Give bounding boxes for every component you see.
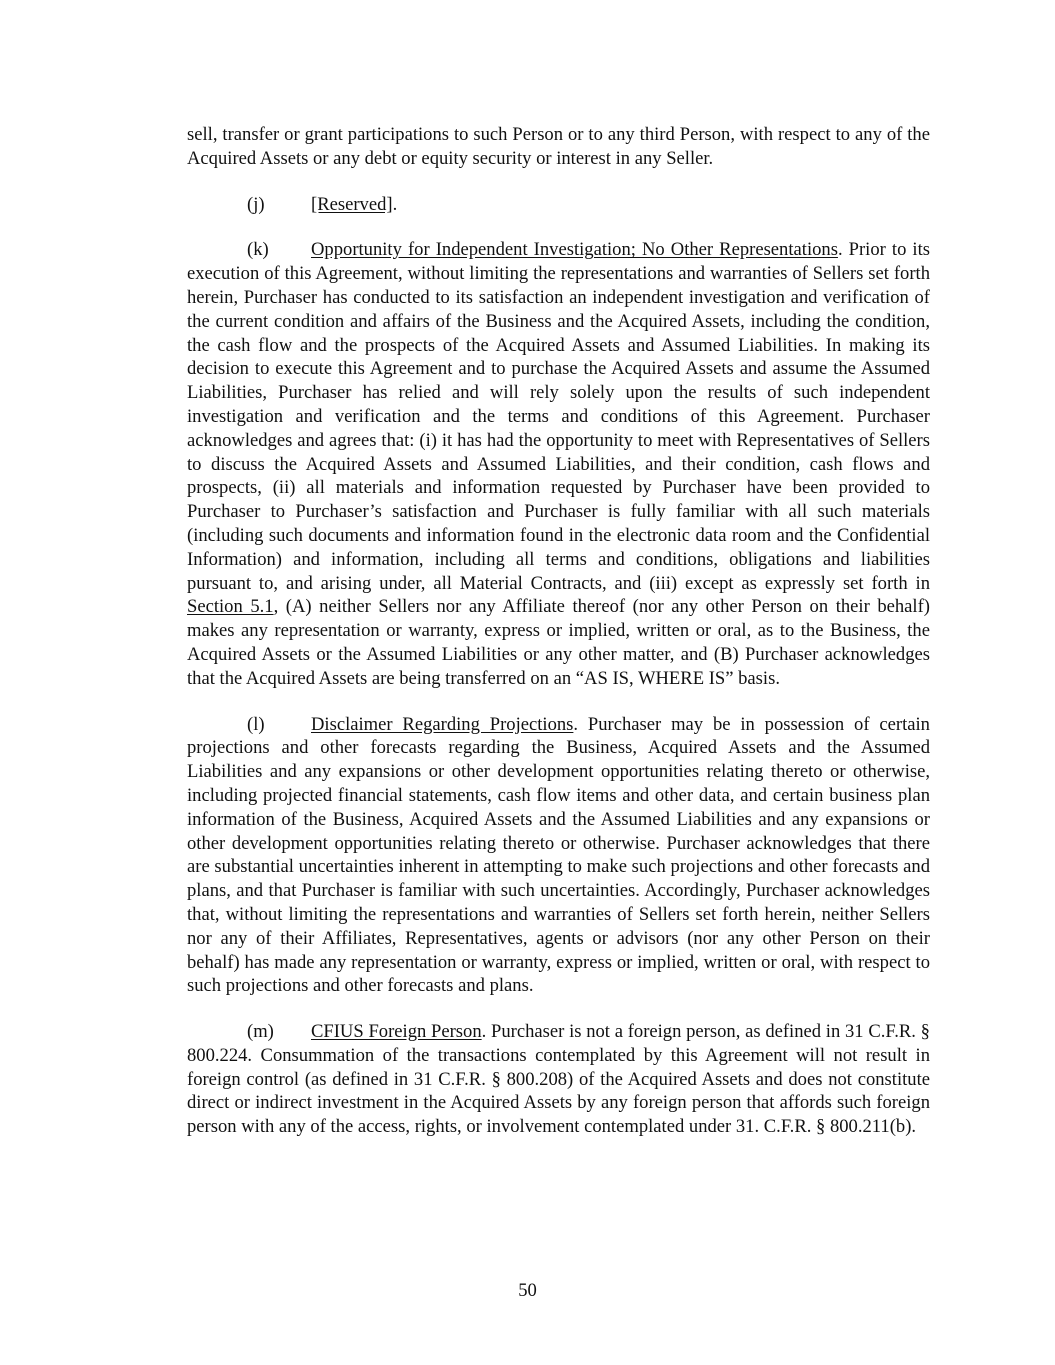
section-k-label: (k) (247, 239, 269, 261)
section-j-period: . (392, 193, 398, 215)
section-j-label: (j) (247, 193, 265, 215)
section-m-label: (m) (247, 1021, 274, 1043)
section-j-heading: [Reserved] (311, 193, 393, 215)
document-body (187, 123, 930, 1139)
section-k-paragraph (187, 238, 930, 690)
continuation-text: sell, transfer or grant participations to such Person or to any third Person, with respect to any of the Acquired Assets or any debt or equity security or interest in any Seller. (187, 124, 930, 169)
section-l-label: (l) (247, 713, 265, 735)
section-l-heading: Disclaimer Regarding Projections (311, 713, 574, 735)
section-m-paragraph (187, 1020, 930, 1139)
section-m-text: . Purchaser is not a foreign person, as defined in 31 C.F.R. § 800.224. Consummation of the transactions contemplated by this Agreement will not result in foreign control (as defined in 31 C.F.R. § 800.208) of the Acquired Assets and does not constitute direct or indirect investment in the Acquired Assets by any foreign person that affords such foreign person with any of the access, rights, or involvement contemplated under 31. C.F.R. § 800.211(b). (187, 1021, 930, 1138)
section-k-heading: Opportunity for Independent Investigation; No Other Representations (311, 239, 838, 261)
section-m-heading: CFIUS Foreign Person (311, 1021, 482, 1043)
page-number: 50 (518, 1280, 537, 1301)
section-l-paragraph (187, 713, 930, 999)
section-j-paragraph (187, 193, 930, 217)
section-l-text: . Purchaser may be in possession of certain projections and other forecasts regarding the Business, Acquired Assets and the Assumed Liabilities and any expansions or other development opportunities relating thereto or otherwise, including projected financial statements, cash flow items and other data, and certain business plan information of the Business, Acquired Assets and the Assumed Liabilities and any expansions or other development opportunities relating thereto or otherwise. Purchaser acknowledges that there are substantial uncertainties inherent in attempting to make such projections and other forecasts and plans, and that Purchaser is familiar with such uncertainties. Accordingly, Purchaser acknowledges that, without limiting the representations and warranties of Sellers set forth herein, neither Sellers nor any of their Affiliates, Representatives, agents or advisors (nor any other Person on their behalf) has made any representation or warranty, express or implied, written or oral, with respect to such projections and other forecasts and plans. (187, 713, 930, 997)
continuation-paragraph (187, 123, 930, 171)
section-k-text-2: , (A) neither Sellers nor any Affiliate thereof (nor any other Person on their behalf) makes any representation or warranty, express or implied, written or oral, as to the Business, the Acquired Assets or the Assumed Liabilities or any other matter, and (B) Purchaser acknowledges that the Acquired Assets are being transferred on an “AS IS, WHERE IS” basis. (187, 596, 930, 689)
section-5-1-reference: Section 5.1 (187, 596, 274, 618)
section-k-text-1: . Prior to its execution of this Agreement, without limiting the representations and warranties of Sellers set forth herein, Purchaser has conducted to its satisfaction an independent investigation and verification of the current condition and affairs of the Business and the Acquired Assets, including the condition, the cash flow and the prospects of the Acquired Assets and Assumed Liabilities. In making its decision to execute this Agreement and to purchase the Acquired Assets and assume the Assumed Liabilities, Purchaser has relied and will rely solely upon the results of such independent investigation and verification and the terms and conditions of this Agreement. Purchaser acknowledges and agrees that: (i) it has had the opportunity to meet with Representatives of Sellers to discuss the Acquired Assets and Assumed Liabilities, and their condition, cash flows and prospects, (ii) all materials and information requested by Purchaser have been provided to Purchaser to Purchaser’s satisfaction and Purchaser is fully familiar with all such materials (including such documents and information found in the electronic data room and the Confidential Information) and information, including all terms and conditions, obligations and liabilities pursuant to, and arising under, all Material Contracts, and (iii) except as expressly set forth in (187, 239, 930, 594)
